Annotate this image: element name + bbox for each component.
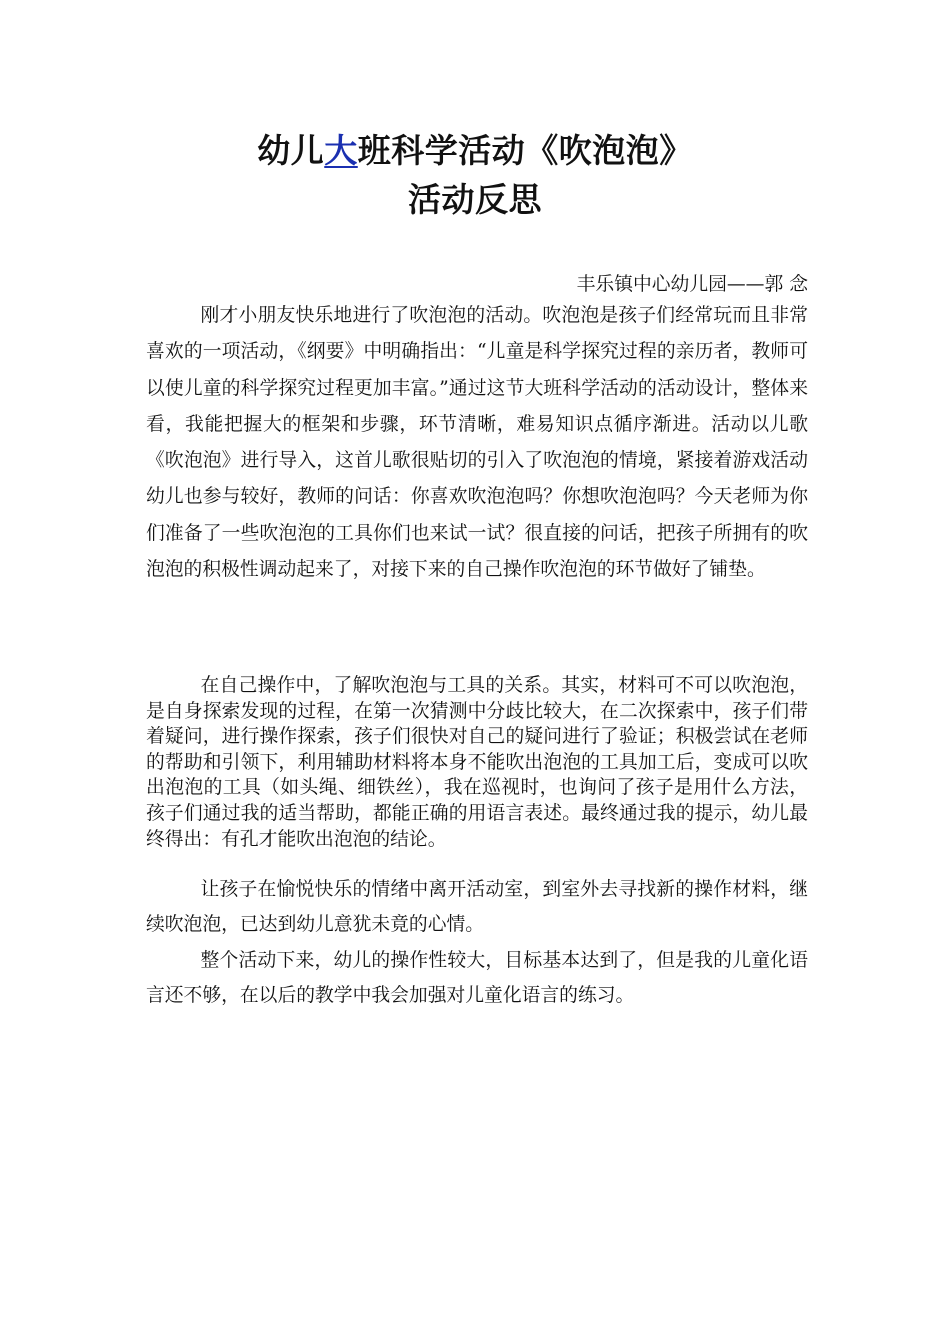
author-line: 丰乐镇中心幼儿园——郭 念 (576, 274, 808, 295)
paragraph-1: 刚才小朋友快乐地进行了吹泡泡的活动。吹泡泡是孩子们经常玩而且非常喜欢的一项活动，《纲要》中明确指出：“儿童是科学探究过程的亲历者，教师可以使儿童的科学探究过程更加丰富。”通过这节大班科学活动的活动设计，整体来看，我能把握大的框架和步骤，环节清晰，难易知识点循序渐进。活动以儿歌《吹泡泡》进行导入，这首儿歌很贴切的引入了吹泡泡的情境，紧接着游戏活动幼儿也参与较好，教师的问话：你喜欢吹泡泡吗？你想吹泡泡吗？今天老师为你们准备了一些吹泡泡的工具你们也来试一试？很直接的问话，把孩子所拥有的吹泡泡的积极性调动起来了，对接下来的自己操作吹泡泡的环节做好了铺垫。 (146, 305, 808, 581)
title-highlight: 大 (324, 131, 358, 170)
paragraph-4: 整个活动下来，幼儿的操作性较大，目标基本达到了，但是我的儿童化语言还不够，在以后的教学中我会加强对儿童化语言的练习。 (146, 950, 808, 1006)
paragraph-3: 让孩子在愉悦快乐的情绪中离开活动室，到室外去寻找新的操作材料，继续吹泡泡，已达到幼儿意犹未竟的心情。 (146, 879, 808, 935)
document-subtitle: 活动反思 (408, 180, 542, 219)
title-suffix: 班科学活动《吹泡泡》 (357, 131, 693, 170)
document-title (0, 131, 950, 171)
title-prefix: 幼儿 (257, 131, 325, 170)
paragraph-2: 在自己操作中，了解吹泡泡与工具的关系。其实，材料可不可以吹泡泡，是自身探索发现的过程，在第一次猜测中分歧比较大，在二次探索中，孩子们带着疑问，进行操作探索，孩子们很快对自己的疑问进行了验证；积极尝试在老师的帮助和引领下，利用辅助材料将本身不能吹出泡泡的工具加工后，变成可以吹出泡泡的工具（如头绳、细铁丝），我在巡视时，也询问了孩子是用什么方法，孩子们通过我的适当帮助，都能正确的用语言表述。最终通过我的提示，幼儿最终得出：有孔才能吹出泡泡的结论。 (146, 675, 808, 850)
